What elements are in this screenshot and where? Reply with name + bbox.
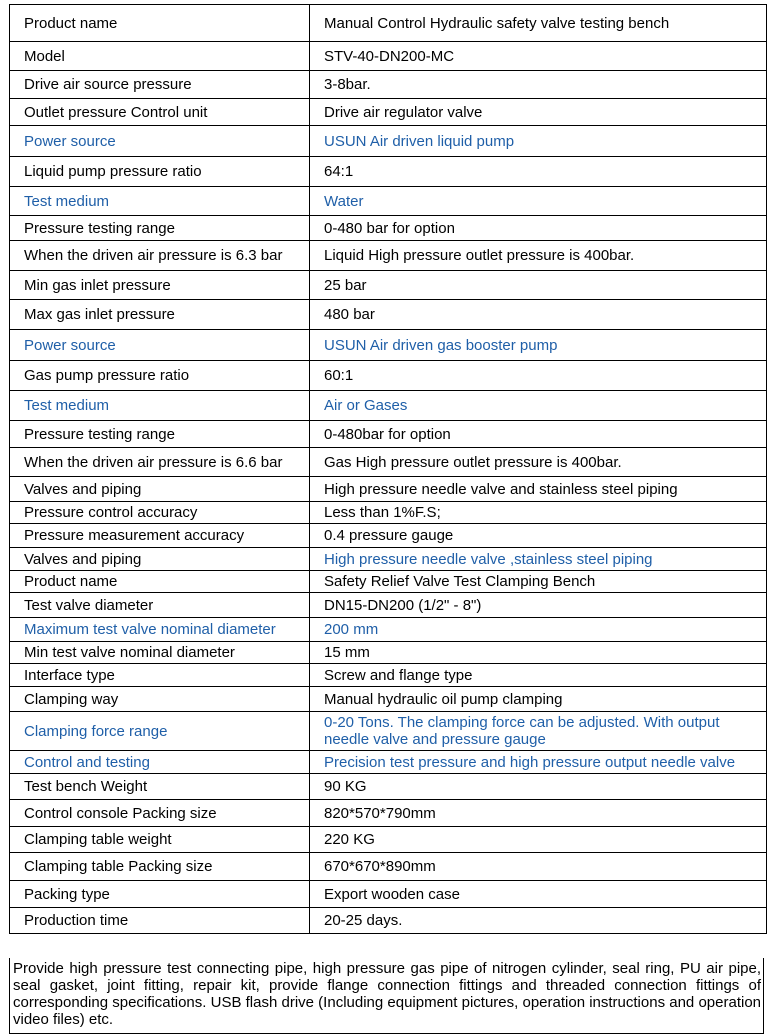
- spec-row: [10, 642, 767, 664]
- spec-label: Clamping force range: [10, 712, 310, 751]
- spec-label: Clamping table weight: [10, 827, 310, 853]
- spec-value: Export wooden case: [310, 881, 767, 908]
- spec-value: 20-25 days.: [310, 908, 767, 934]
- spec-label: Min test valve nominal diameter: [10, 642, 310, 664]
- spec-label: Test medium: [10, 391, 310, 421]
- spec-value: 220 KG: [310, 827, 767, 853]
- spec-value: STV-40-DN200-MC: [310, 42, 767, 71]
- spec-row: [10, 664, 767, 687]
- spec-label: Pressure testing range: [10, 216, 310, 241]
- spec-label: Max gas inlet pressure: [10, 300, 310, 330]
- spec-value: Manual Control Hydraulic safety valve testing bench: [310, 5, 767, 42]
- spec-value: Precision test pressure and high pressure output needle valve: [310, 751, 767, 774]
- spec-value: 0-480 bar for option: [310, 216, 767, 241]
- spec-label: Product name: [10, 5, 310, 42]
- spec-row: [10, 827, 767, 853]
- spec-row: [10, 774, 767, 800]
- spec-value: Water: [310, 187, 767, 216]
- spec-label: Clamping way: [10, 687, 310, 712]
- spec-row: [10, 800, 767, 827]
- spec-label: Test bench Weight: [10, 774, 310, 800]
- spec-value: USUN Air driven gas booster pump: [310, 330, 767, 361]
- spec-label: Valves and piping: [10, 477, 310, 502]
- spec-label: Maximum test valve nominal diameter: [10, 618, 310, 642]
- spec-value: Drive air regulator valve: [310, 99, 767, 126]
- spec-row: [10, 71, 767, 99]
- spec-label: Pressure control accuracy: [10, 502, 310, 524]
- spec-row: [10, 853, 767, 881]
- spec-row: [10, 391, 767, 421]
- spec-value: Gas High pressure outlet pressure is 400bar.: [310, 448, 767, 477]
- spec-value: 15 mm: [310, 642, 767, 664]
- spec-value: High pressure needle valve and stainless steel piping: [310, 477, 767, 502]
- spec-label: Power source: [10, 126, 310, 157]
- spec-label: Production time: [10, 908, 310, 934]
- spec-row: [10, 361, 767, 391]
- spec-value: 90 KG: [310, 774, 767, 800]
- spec-row: [10, 330, 767, 361]
- spec-label: Min gas inlet pressure: [10, 271, 310, 300]
- spec-label: Packing type: [10, 881, 310, 908]
- spec-label: Liquid pump pressure ratio: [10, 157, 310, 187]
- spec-row: [10, 908, 767, 934]
- spec-row: [10, 5, 767, 42]
- accessories-note: Provide high pressure test connecting pipe, high pressure gas pipe of nitrogen cylinder, seal ring, PU air pipe, seal gasket, joint fitting, repair kit, provide flange connection fittings and threaded connection fittings of corresponding specifications. USB flash drive (Including equipment pictures, operation instructions and operation video files) etc.: [9, 958, 764, 1034]
- spec-value: 670*670*890mm: [310, 853, 767, 881]
- spec-value: Air or Gases: [310, 391, 767, 421]
- spec-value: 3-8bar.: [310, 71, 767, 99]
- spec-label: Model: [10, 42, 310, 71]
- spec-row: [10, 548, 767, 571]
- spec-label: Interface type: [10, 664, 310, 687]
- spec-row: [10, 42, 767, 71]
- spec-row: [10, 593, 767, 618]
- spec-value: Safety Relief Valve Test Clamping Bench: [310, 571, 767, 593]
- spec-row: [10, 300, 767, 330]
- spec-row: [10, 216, 767, 241]
- spec-row: [10, 571, 767, 593]
- spec-row: [10, 712, 767, 751]
- spec-value: 64:1: [310, 157, 767, 187]
- spec-value: 60:1: [310, 361, 767, 391]
- spec-value: USUN Air driven liquid pump: [310, 126, 767, 157]
- spec-row: [10, 687, 767, 712]
- spec-row: [10, 618, 767, 642]
- spec-label: Control console Packing size: [10, 800, 310, 827]
- spec-row: [10, 477, 767, 502]
- spec-label: Test medium: [10, 187, 310, 216]
- spec-value: 0-20 Tons. The clamping force can be adjusted. With output needle valve and pressure gauge: [310, 712, 767, 751]
- spec-row: [10, 448, 767, 477]
- spec-row: [10, 751, 767, 774]
- spec-row: [10, 421, 767, 448]
- spec-value: 0-480bar for option: [310, 421, 767, 448]
- spec-value: 480 bar: [310, 300, 767, 330]
- spec-row: [10, 157, 767, 187]
- spec-label: When the driven air pressure is 6.3 bar: [10, 241, 310, 271]
- spec-row: [10, 271, 767, 300]
- spec-value: 200 mm: [310, 618, 767, 642]
- spec-label: Pressure measurement accuracy: [10, 524, 310, 548]
- spec-row: [10, 524, 767, 548]
- spec-label: Clamping table Packing size: [10, 853, 310, 881]
- spec-table: [9, 4, 767, 934]
- spec-row: [10, 881, 767, 908]
- spec-label: Test valve diameter: [10, 593, 310, 618]
- spec-value: 0.4 pressure gauge: [310, 524, 767, 548]
- spec-value: 820*570*790mm: [310, 800, 767, 827]
- spec-value: DN15-DN200 (1/2" - 8"): [310, 593, 767, 618]
- spec-label: Outlet pressure Control unit: [10, 99, 310, 126]
- spec-label: Valves and piping: [10, 548, 310, 571]
- spec-row: [10, 126, 767, 157]
- spec-row: [10, 502, 767, 524]
- spec-value: 25 bar: [310, 271, 767, 300]
- spec-label: Pressure testing range: [10, 421, 310, 448]
- spec-row: [10, 99, 767, 126]
- spec-value: Manual hydraulic oil pump clamping: [310, 687, 767, 712]
- spec-row: [10, 241, 767, 271]
- spec-value: High pressure needle valve ,stainless steel piping: [310, 548, 767, 571]
- spec-label: Gas pump pressure ratio: [10, 361, 310, 391]
- spec-row: [10, 187, 767, 216]
- spec-label: Control and testing: [10, 751, 310, 774]
- spec-table-body: [10, 5, 767, 934]
- spec-label: When the driven air pressure is 6.6 bar: [10, 448, 310, 477]
- spec-label: Power source: [10, 330, 310, 361]
- spec-label: Drive air source pressure: [10, 71, 310, 99]
- spec-value: Less than 1%F.S;: [310, 502, 767, 524]
- spec-value: Liquid High pressure outlet pressure is 400bar.: [310, 241, 767, 271]
- spec-value: Screw and flange type: [310, 664, 767, 687]
- spec-label: Product name: [10, 571, 310, 593]
